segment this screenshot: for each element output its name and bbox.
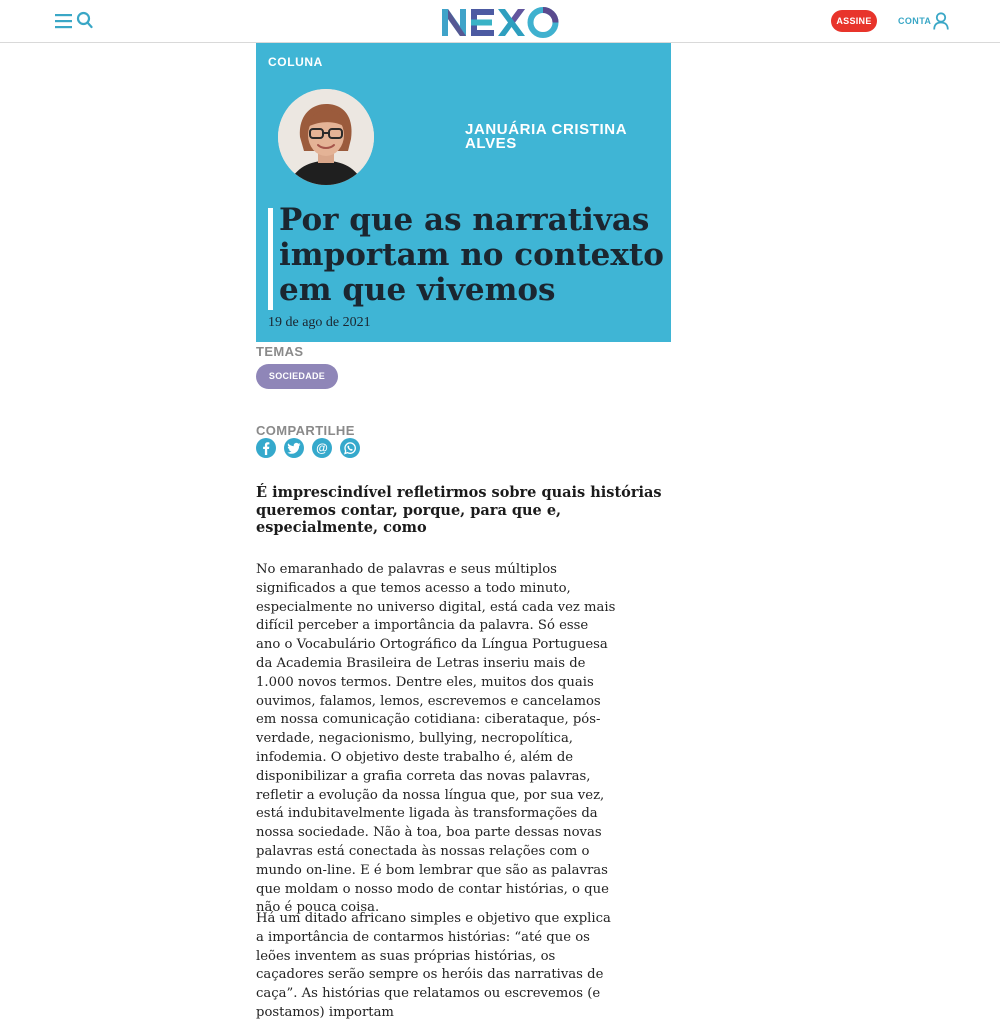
- share-email-button[interactable]: [312, 438, 332, 458]
- top-navigation-bar: [0, 0, 1000, 43]
- nexo-logo[interactable]: [440, 6, 560, 38]
- article-subtitle: É imprescindível refletirmos sobre quais histórias queremos contar, porque, para que e, especialmente, como: [256, 484, 662, 536]
- menu-icon[interactable]: [55, 13, 72, 29]
- section-label: COLUNA: [268, 55, 323, 69]
- share-twitter-button[interactable]: [284, 438, 304, 458]
- whatsapp-icon: [343, 441, 357, 455]
- article-paragraph: No emaranhado de palavras e seus múltiplos significados a que temos acesso a todo minuto, especialmente no universo digital, está cada vez mais difícil perceber a importância da palavra. Só esse ano o Vocabulário Ortográfico da Língua Portuguesa da Academia Brasileira de Letras inseriu mais de 1.000 novos termos. Dentre eles, muitos dos quais ouvimos, falamos, lemos, escrevemos e cancelamos em nossa comunicação cotidiana: ciberataque, pós-verdade, negacionismo, bullying, necropolítica, infodemia. O objetivo deste trabalho é, além de disponibilizar a grafia correta das novas palavras, refletir a evolução da nossa língua que, por sua vez, está indubitavelmente ligada às transformações da nossa sociedade. Não à toa, boa parte dessas novas palavras está conectada às nossas relações com o mundo on-line. E é bom lembrar que são as palavras que moldam o nosso modo de contar histórias, o que não é pouca coisa.: [256, 562, 616, 916]
- twitter-icon: [287, 441, 301, 455]
- author-name-line2: ALVES: [465, 135, 517, 152]
- article-paragraph: Há um ditado africano simples e objetivo que explica a importância de contarmos histórias: “até que os leões inventem as suas próprias histórias, os caçadores serão sempre os heróis das narrativas de caça”. As histórias que relatamos ou escrevemos (e postamos) importam: [256, 911, 611, 1020]
- tag-sociedade[interactable]: SOCIEDADE: [256, 364, 338, 389]
- author-name[interactable]: [465, 123, 665, 151]
- account-link[interactable]: CONTA: [898, 16, 932, 26]
- user-icon[interactable]: [933, 12, 949, 30]
- search-icon[interactable]: [76, 11, 93, 29]
- themes-label: TEMAS: [256, 344, 304, 359]
- author-name-line1: JANUÁRIA CRISTINA: [465, 121, 628, 138]
- article-hero: [256, 43, 671, 342]
- share-label: COMPARTILHE: [256, 423, 355, 438]
- article-title: Por que as narrativas importam no contexto em que vivemos: [279, 202, 664, 308]
- title-accent-bar: [268, 208, 273, 310]
- share-whatsapp-button[interactable]: [340, 438, 360, 458]
- facebook-icon: [259, 441, 273, 455]
- share-facebook-button[interactable]: [256, 438, 276, 458]
- email-icon: @: [316, 441, 328, 455]
- subscribe-button[interactable]: ASSINE: [831, 10, 877, 32]
- author-avatar: [278, 89, 374, 185]
- publish-date: 19 de ago de 2021: [268, 315, 371, 330]
